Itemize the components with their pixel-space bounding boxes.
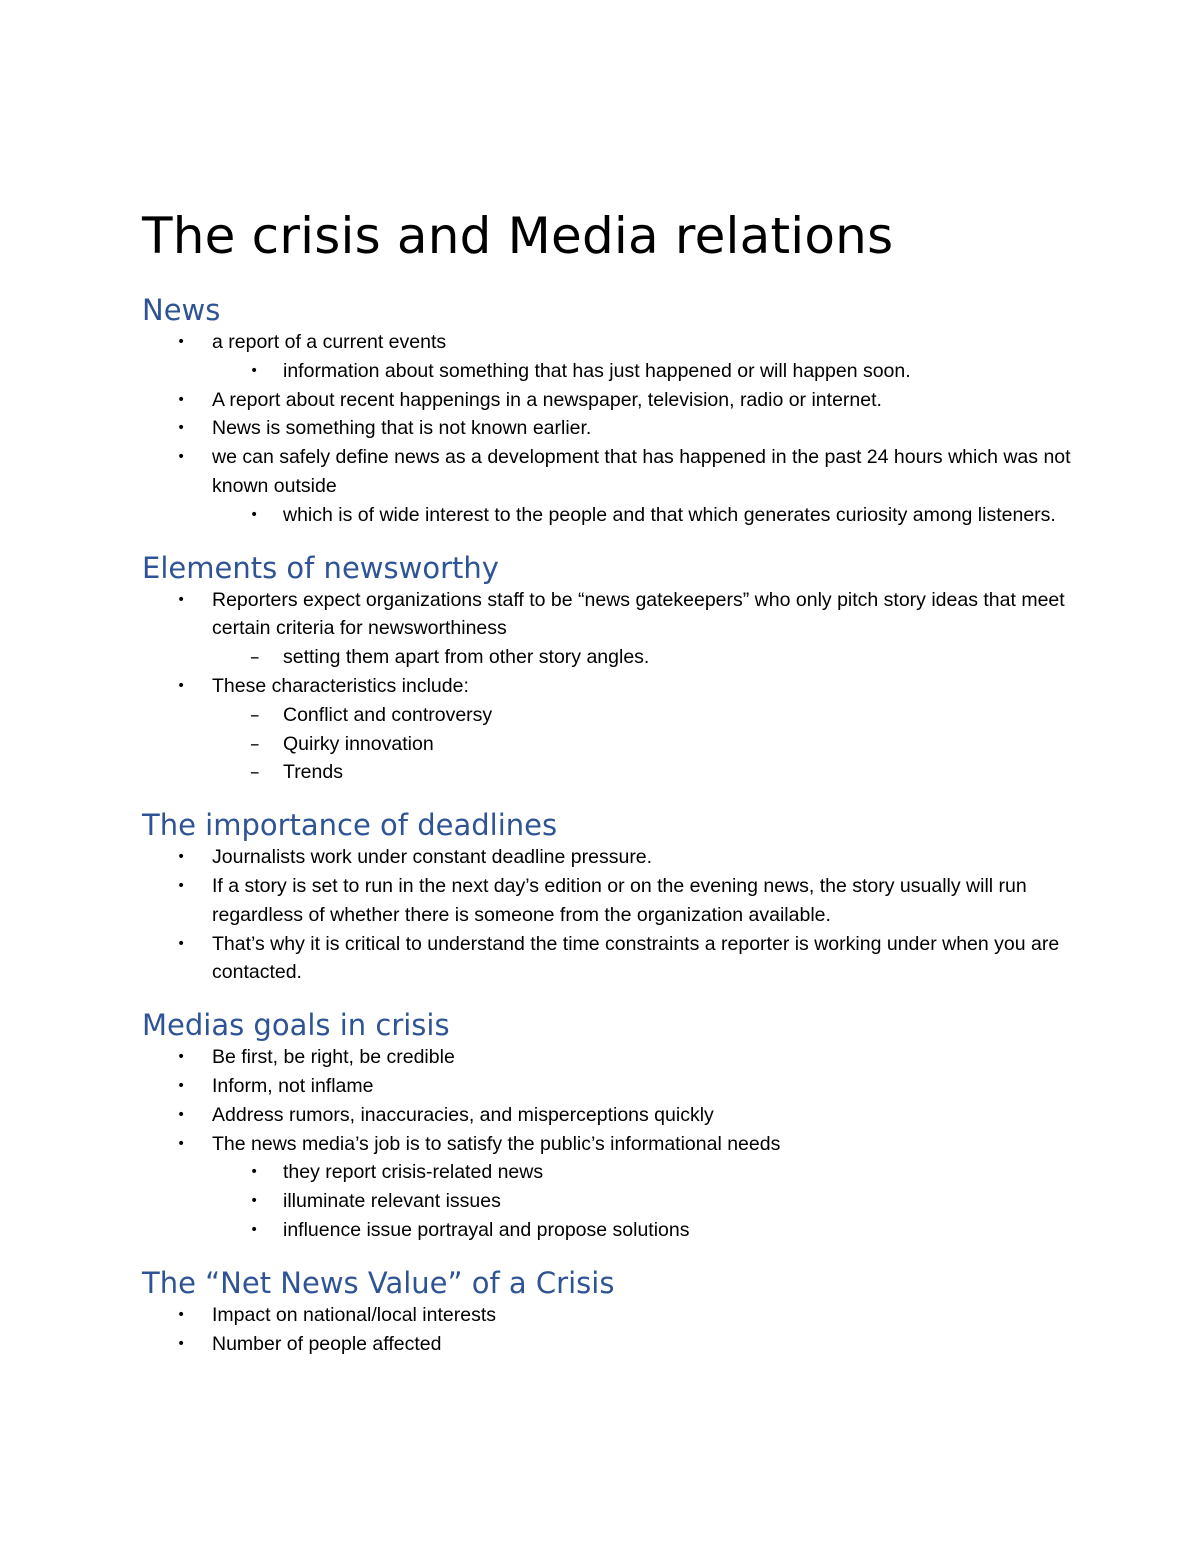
list-item: [142, 843, 1082, 872]
bullet-marker: •: [177, 420, 186, 437]
list-item: [142, 672, 1082, 701]
bullet-marker: •: [177, 334, 186, 350]
list-item-text: Inform, not inflame: [212, 1074, 374, 1097]
bullet-marker: •: [177, 1106, 186, 1123]
bullet-list: [142, 1043, 1082, 1245]
section-heading: Medias goals in crisis: [142, 1008, 450, 1043]
sub-list-item: [142, 1187, 1082, 1216]
list-item-text: Quirky innovation: [283, 732, 434, 755]
section: [142, 1007, 1082, 1245]
bullet-marker: •: [177, 1077, 186, 1094]
list-item-text: Reporters expect organizations staff to be “news gatekeepers” who only pitch story ideas that meet certain criteria for newsworthiness: [212, 588, 1065, 640]
bullet-marker: •: [177, 877, 186, 894]
list-item-text: A report about recent happenings in a newspaper, television, radio or internet.: [212, 388, 882, 411]
bullet-marker: •: [177, 935, 186, 952]
section: [142, 1265, 1082, 1359]
bullet-list: [142, 843, 1082, 987]
bullet-marker: •: [250, 1164, 259, 1181]
document-body: [142, 204, 1082, 1378]
list-item-text: information about something that has just happened or will happen soon.: [283, 359, 911, 382]
bullet-list: [142, 328, 1082, 530]
list-item-text: The news media’s job is to satisfy the public’s informational needs: [212, 1132, 781, 1155]
section-heading: Elements of newsworthy: [142, 550, 499, 585]
list-item: [142, 1130, 1082, 1159]
list-item-text: Journalists work under constant deadline pressure.: [212, 846, 653, 869]
sub-list-item: [142, 701, 1082, 730]
list-item: [142, 1043, 1082, 1072]
sub-list-item: [142, 758, 1082, 787]
list-item: [142, 1072, 1082, 1101]
list-item-text: Number of people affected: [212, 1332, 442, 1355]
dash-marker: –: [250, 732, 260, 755]
list-item-text: illuminate relevant issues: [283, 1190, 501, 1213]
dash-marker: –: [250, 761, 260, 784]
list-item: [142, 1101, 1082, 1130]
list-item-text: Be first, be right, be credible: [212, 1046, 455, 1069]
bullet-marker: •: [177, 1306, 186, 1323]
list-item-text: These characteristics include:: [212, 674, 469, 697]
bullet-marker: •: [177, 391, 186, 408]
sub-list-item: [142, 643, 1082, 672]
list-item-text: influence issue portrayal and propose solutions: [283, 1218, 690, 1241]
bullet-list: [142, 586, 1082, 788]
list-item-text: Trends: [283, 761, 343, 784]
bullet-marker: •: [177, 591, 186, 608]
list-item-text: If a story is set to run in the next day’s edition or on the evening news, the story usually will run regardless of whether there is someone from the organization available.: [212, 874, 1027, 926]
list-item-text: they report crisis-related news: [283, 1161, 544, 1184]
list-item-text: a report of a current events: [212, 331, 447, 353]
section: [142, 292, 1082, 530]
bullet-marker: •: [177, 449, 186, 466]
sub-list-item: [142, 1216, 1082, 1245]
list-item-text: That’s why it is critical to understand the time constraints a reporter is working under when you are contacted.: [212, 932, 1060, 984]
list-item: [142, 930, 1082, 988]
bullet-marker: •: [250, 506, 259, 523]
list-item-text: Address rumors, inaccuracies, and misperceptions quickly: [212, 1103, 714, 1126]
list-item-text: Conflict and controversy: [283, 703, 493, 726]
bullet-list: [142, 1301, 1082, 1359]
list-item: [142, 586, 1082, 644]
list-item: [142, 328, 1082, 357]
bullet-marker: •: [250, 362, 259, 379]
section-heading: The “Net News Value” of a Crisis: [142, 1265, 615, 1300]
bullet-marker: •: [177, 1335, 186, 1352]
list-item: [142, 386, 1082, 415]
dash-marker: –: [250, 703, 260, 726]
bullet-marker: •: [177, 849, 186, 866]
list-item-text: we can safely define news as a development that has happened in the past 24 hours which was not known outside: [212, 446, 1071, 497]
sub-list-item: [142, 730, 1082, 759]
section-heading: News: [142, 293, 221, 327]
section-heading: The importance of deadlines: [142, 808, 558, 843]
list-item-text: which is of wide interest to the people and that which generates curiosity among listeners.: [283, 503, 1056, 526]
dash-marker: –: [250, 646, 260, 669]
list-item-text: Impact on national/local interests: [212, 1303, 496, 1326]
list-item-text: News is something that is not known earlier.: [212, 417, 592, 440]
document-title: The crisis and Media relations: [142, 207, 894, 265]
sub-list-item: [142, 501, 1082, 530]
bullet-marker: •: [250, 1193, 259, 1210]
bullet-marker: •: [177, 1049, 186, 1066]
list-item-text: setting them apart from other story angles.: [283, 646, 650, 669]
bullet-marker: •: [177, 677, 186, 694]
list-item: [142, 1301, 1082, 1330]
list-item: [142, 414, 1082, 443]
sections-container: [142, 292, 1082, 1358]
bullet-marker: •: [250, 1221, 259, 1238]
section: [142, 807, 1082, 987]
bullet-marker: •: [177, 1135, 186, 1152]
sub-list-item: [142, 1158, 1082, 1187]
section: [142, 550, 1082, 788]
sub-list-item: [142, 357, 1082, 386]
list-item: [142, 872, 1082, 930]
list-item: [142, 443, 1082, 501]
list-item: [142, 1330, 1082, 1359]
